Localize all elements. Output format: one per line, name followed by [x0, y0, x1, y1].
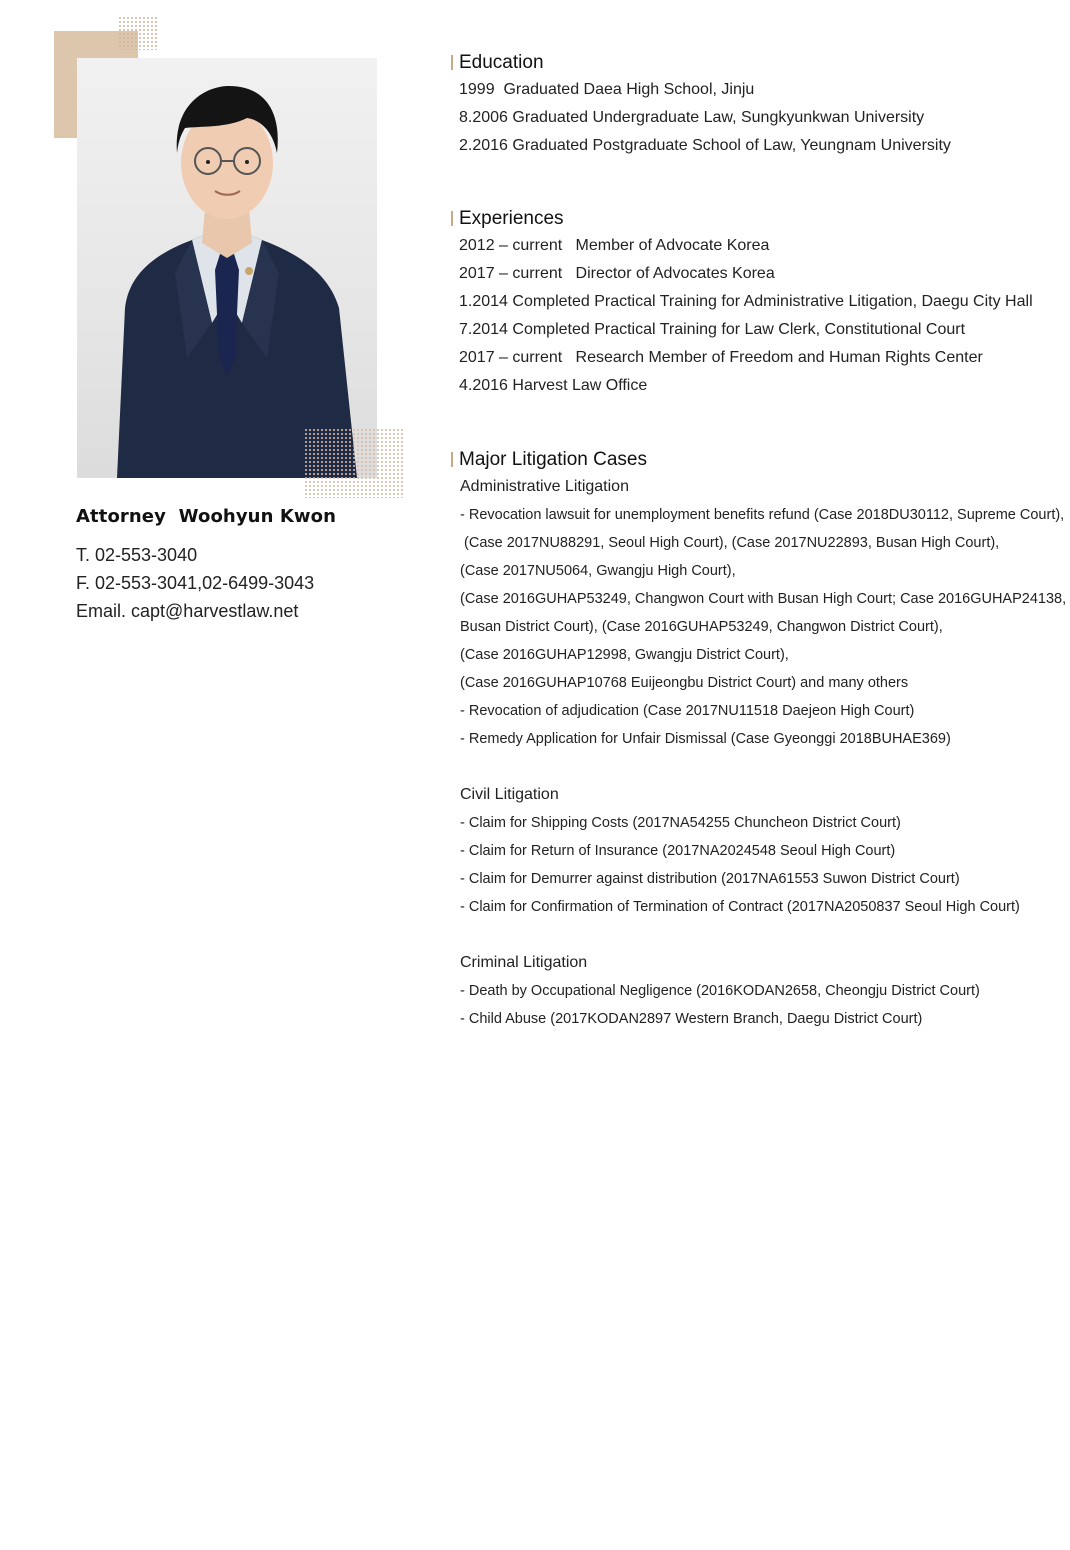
spacer: [451, 921, 1067, 949]
criminal-litigation-list: [451, 977, 1067, 1033]
case-item: - Remedy Application for Unfair Dismissal (Case Gyeonggi 2018BUHAE369): [460, 731, 951, 747]
civil-litigation-list: [451, 809, 1067, 921]
case-item: (Case 2016GUHAP53249, Changwon Court with Busan High Court; Case 2016GUHAP24138,: [460, 591, 1067, 607]
education-item: 8.2006 Graduated Undergraduate Law, Sungkyunkwan University: [459, 109, 925, 126]
case-item: - Revocation lawsuit for unemployment benefits refund (Case 2018DU30112, Supreme Court),: [460, 507, 1065, 523]
case-item: (Case 2017NU5064, Gwangju High Court),: [460, 563, 736, 579]
email-address[interactable]: Email. capt@harvestlaw.net: [76, 601, 299, 621]
decorative-dot-pattern-top: [118, 16, 159, 50]
administrative-litigation-list: [451, 501, 1067, 753]
case-item: - Death by Occupational Negligence (2016KODAN2658, Cheongju District Court): [460, 983, 980, 999]
case-item: - Claim for Demurrer against distribution (2017NA61553 Suwon District Court): [460, 871, 960, 887]
experience-item: 2017 – current Research Member of Freedom and Human Rights Center: [459, 349, 983, 366]
civil-litigation-title: Civil Litigation: [460, 786, 559, 803]
experience-item: 2017 – current Director of Advocates Korea: [459, 265, 775, 282]
phone-number: T. 02-553-3040: [76, 545, 198, 565]
case-item: - Claim for Return of Insurance (2017NA2024548 Seoul High Court): [460, 843, 896, 859]
case-item: (Case 2017NU88291, Seoul High Court), (Case 2017NU22893, Busan High Court),: [460, 535, 1000, 551]
education-item: 1999 Graduated Daea High School, Jinju: [459, 81, 755, 98]
case-item: - Revocation of adjudication (Case 2017NU11518 Daejeon High Court): [460, 703, 915, 719]
experience-item: 1.2014 Completed Practical Training for Administrative Litigation, Daegu City Hall: [459, 293, 1033, 310]
education-title: Education: [451, 50, 1067, 76]
litigation-section: [451, 447, 1067, 1033]
attorney-portrait-photo: [77, 58, 377, 478]
fax-number: F. 02-553-3041,02-6499-3043: [76, 573, 315, 593]
case-item: - Claim for Shipping Costs (2017NA54255 Chuncheon District Court): [460, 815, 901, 831]
contact-info: [76, 541, 314, 625]
case-item: Busan District Court), (Case 2016GUHAP53249, Changwon District Court),: [460, 619, 943, 635]
attorney-name: Attorney Woohyun Kwon: [76, 506, 337, 527]
education-item: 2.2016 Graduated Postgraduate School of Law, Yeungnam University: [459, 137, 951, 154]
experiences-list: [451, 232, 1067, 400]
resume-column: [451, 50, 1067, 1033]
administrative-litigation-title: Administrative Litigation: [460, 478, 629, 495]
experience-item: 2012 – current Member of Advocate Korea: [459, 237, 770, 254]
experience-item: 4.2016 Harvest Law Office: [459, 377, 648, 394]
case-item: (Case 2016GUHAP10768 Euijeongbu District Court) and many others: [460, 675, 909, 691]
experiences-title: Experiences: [451, 206, 1067, 232]
decorative-dot-pattern-bottom: [304, 428, 403, 498]
case-item: - Child Abuse (2017KODAN2897 Western Branch, Daegu District Court): [460, 1011, 923, 1027]
case-item: - Claim for Confirmation of Termination of Contract (2017NA2050837 Seoul High Court): [460, 899, 1020, 915]
case-item: (Case 2016GUHAP12998, Gwangju District Court),: [460, 647, 789, 663]
experiences-section: [451, 206, 1067, 400]
spacer: [451, 753, 1067, 781]
litigation-title: Major Litigation Cases: [451, 447, 1067, 473]
education-list: [451, 76, 1067, 160]
criminal-litigation-title: Criminal Litigation: [460, 954, 588, 971]
experience-item: 7.2014 Completed Practical Training for Law Clerk, Constitutional Court: [459, 321, 966, 338]
education-section: [451, 50, 1067, 160]
